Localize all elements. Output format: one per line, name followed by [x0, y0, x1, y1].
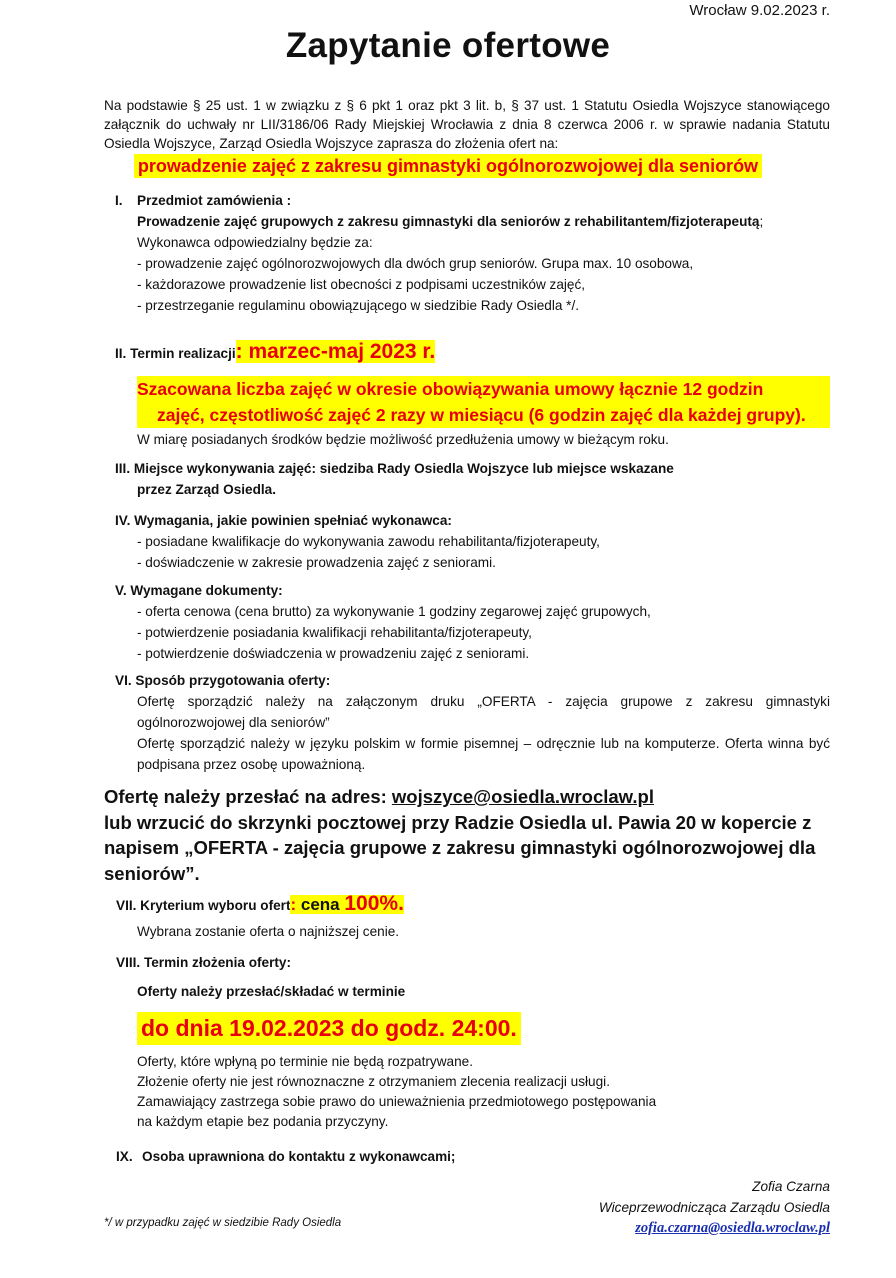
list-item: Oferty, które wpłyną po terminie nie będą rozpatrywane.: [137, 1054, 473, 1069]
list-item: na każdym etapie bez podania przyczyny.: [137, 1114, 389, 1129]
send-instructions: Ofertę należy przesłać na adres: wojszyce@osiedla.wroclaw.pl lub wrzucić do skrzynki pocztowej przy Radzie Osiedla ul. Pawia 20 w kopercie z napisem „OFERTA - zajęcia grupowe z zakresu gimnastyki ogólnorozwojowej dla seniorów”.: [104, 784, 830, 886]
signature-block: [599, 1176, 830, 1239]
section-9-heading: Osoba uprawniona do kontaktu z wykonawcami;: [142, 1149, 456, 1164]
send-instructions-rest: lub wrzucić do skrzynki pocztowej przy Radzie Osiedla ul. Pawia 20 w kopercie z napisem „OFERTA - zajęcia grupowe z zakresu gimnastyki ogólnorozwojowej dla seniorów”.: [104, 811, 816, 884]
section-documents: [115, 580, 830, 664]
section-9-number: IX.: [116, 1149, 133, 1164]
section-3-line-2: przez Zarząd Osiedla.: [137, 482, 277, 497]
intro-paragraph: Na podstawie § 25 ust. 1 w związku z § 6 pkt 1 oraz pkt 3 lit. b, § 37 ust. 1 Statutu Osiedla Wojszyce stanowiącego załącznik do uchwały nr LII/3186/06 Rady Miejskiej Wrocławia z dnia 8 czerwca 2006 r. w sprawie nadania Statutu Osiedla Wojszyce, Zarząd Osiedla Wojszyce zaprasza do złożenia ofert na:: [104, 98, 830, 151]
offer-subject: [0, 156, 896, 177]
section-1-heading: I. Przedmiot zamówienia :: [115, 190, 830, 211]
section-1-intro: Wykonawca odpowiedzialny będzie za:: [137, 235, 373, 250]
extension-note: W miarę posiadanych środków będzie możliwość przedłużenia umowy w bieżącym roku.: [137, 432, 669, 447]
document-date: Wrocław 9.02.2023 r.: [689, 2, 830, 19]
footnote: */ w przypadku zajęć w siedzibie Rady Osiedla: [104, 1217, 342, 1229]
section-6-para-2: Ofertę sporządzić należy w języku polskim w formie pisemnej – odręcznie lub na komputerze. Oferta winna być podpisana przez osobę upoważnioną.: [137, 736, 830, 772]
section-4-heading: IV. Wymagania, jakie powinien spełniać wykonawca:: [115, 513, 452, 528]
list-item: - prowadzenie zajęć ogólnorozwojowych dla dwóch grup seniorów. Grupa max. 10 osobowa,: [137, 256, 694, 271]
section-offer-preparation: [115, 670, 830, 775]
section-5-heading: V. Wymagane dokumenty:: [115, 583, 283, 598]
section-subject-of-order: [115, 190, 830, 316]
office-email-link[interactable]: wojszyce@osiedla.wroclaw.pl: [391, 786, 654, 807]
page-title: Zapytanie ofertowe: [285, 26, 611, 65]
section-location: [115, 458, 830, 500]
section-2-value: : marzec-maj 2023 r.: [235, 340, 436, 363]
estimate-line-1: Szacowana liczba zajęć w okresie obowiązywania umowy łącznie 12 godzin: [137, 376, 830, 402]
section-6-heading: VI. Sposób przygotowania oferty:: [115, 673, 331, 688]
section-requirements: [115, 510, 830, 573]
section-contact: [116, 1146, 831, 1167]
section-criterion: VII. Kryterium wyboru ofert: cena 100%.: [116, 892, 404, 915]
estimate-line-2: zajęć, częstotliwość zajęć 2 razy w miesiącu (6 godzin zajęć dla każdej grupy).: [137, 402, 830, 428]
section-2-label: II. Termin realizacji: [115, 346, 236, 361]
section-3-line-1: III. Miejsce wykonywania zajęć: siedziba Rady Osiedla Wojszyce lub miejsce wskazane: [115, 461, 674, 476]
estimate-highlight: [137, 376, 830, 428]
signatory-role: Wiceprzewodnicząca Zarządu Osiedla: [598, 1200, 830, 1215]
section-6-para-1: Ofertę sporządzić należy na załączonym druku „OFERTA - zajęcia grupowe z zakresu gimnastyki ogólnorozwojowej dla seniorów”: [137, 694, 830, 730]
section-7-label: VII. Kryterium wyboru ofert: [116, 898, 291, 913]
deadline-lead: Oferty należy przesłać/składać w terminie: [137, 984, 406, 999]
list-item: - posiadane kwalifikacje do wykonywania zawodu rehabilitanta/fizjoterapeuty,: [137, 534, 600, 549]
signatory-email-link[interactable]: zofia.czarna@osiedla.wroclaw.pl: [635, 1220, 830, 1236]
list-item: - potwierdzenie posiadania kwalifikacji rehabilitanta/fizjoterapeuty,: [137, 625, 532, 640]
list-item: - przestrzeganie regulaminu obowiązującego w siedzibie Rady Osiedla */.: [137, 298, 580, 313]
signatory-name: Zofia Czarna: [752, 1179, 830, 1194]
criterion-note: Wybrana zostanie oferta o najniższej cenie.: [137, 924, 400, 939]
list-item: Złożenie oferty nie jest równoznaczne z otrzymaniem zlecenia realizacji usługi.: [137, 1074, 610, 1089]
list-item: - doświadczenie w zakresie prowadzenia zajęć z seniorami.: [137, 555, 496, 570]
list-item: - potwierdzenie doświadczenia w prowadzeniu zajęć z seniorami.: [137, 646, 530, 661]
section-realization-term: [115, 338, 830, 368]
section-1-subheading: Prowadzenie zajęć grupowych z zakresu gimnastyki dla seniorów z rehabilitantem/fizjoterapeutą;: [137, 214, 764, 229]
list-item: - każdorazowe prowadzenie list obecności z podpisami uczestników zajęć,: [137, 277, 586, 292]
deadline-highlight: do dnia 19.02.2023 do godz. 24:00.: [137, 1012, 521, 1045]
list-item: Zamawiający zastrzega sobie prawo do unieważnienia przedmiotowego postępowania: [137, 1094, 657, 1109]
deadline-notes: [137, 1052, 830, 1132]
section-8-heading: VIII. Termin złożenia oferty:: [116, 955, 291, 970]
offer-subject-text: prowadzenie zajęć z zakresu gimnastyki ogólnorozwojowej dla seniorów: [134, 154, 762, 178]
list-item: - oferta cenowa (cena brutto) za wykonywanie 1 godziny zegarowej zajęć grupowych,: [137, 604, 651, 619]
section-1-number: I.: [115, 193, 123, 208]
